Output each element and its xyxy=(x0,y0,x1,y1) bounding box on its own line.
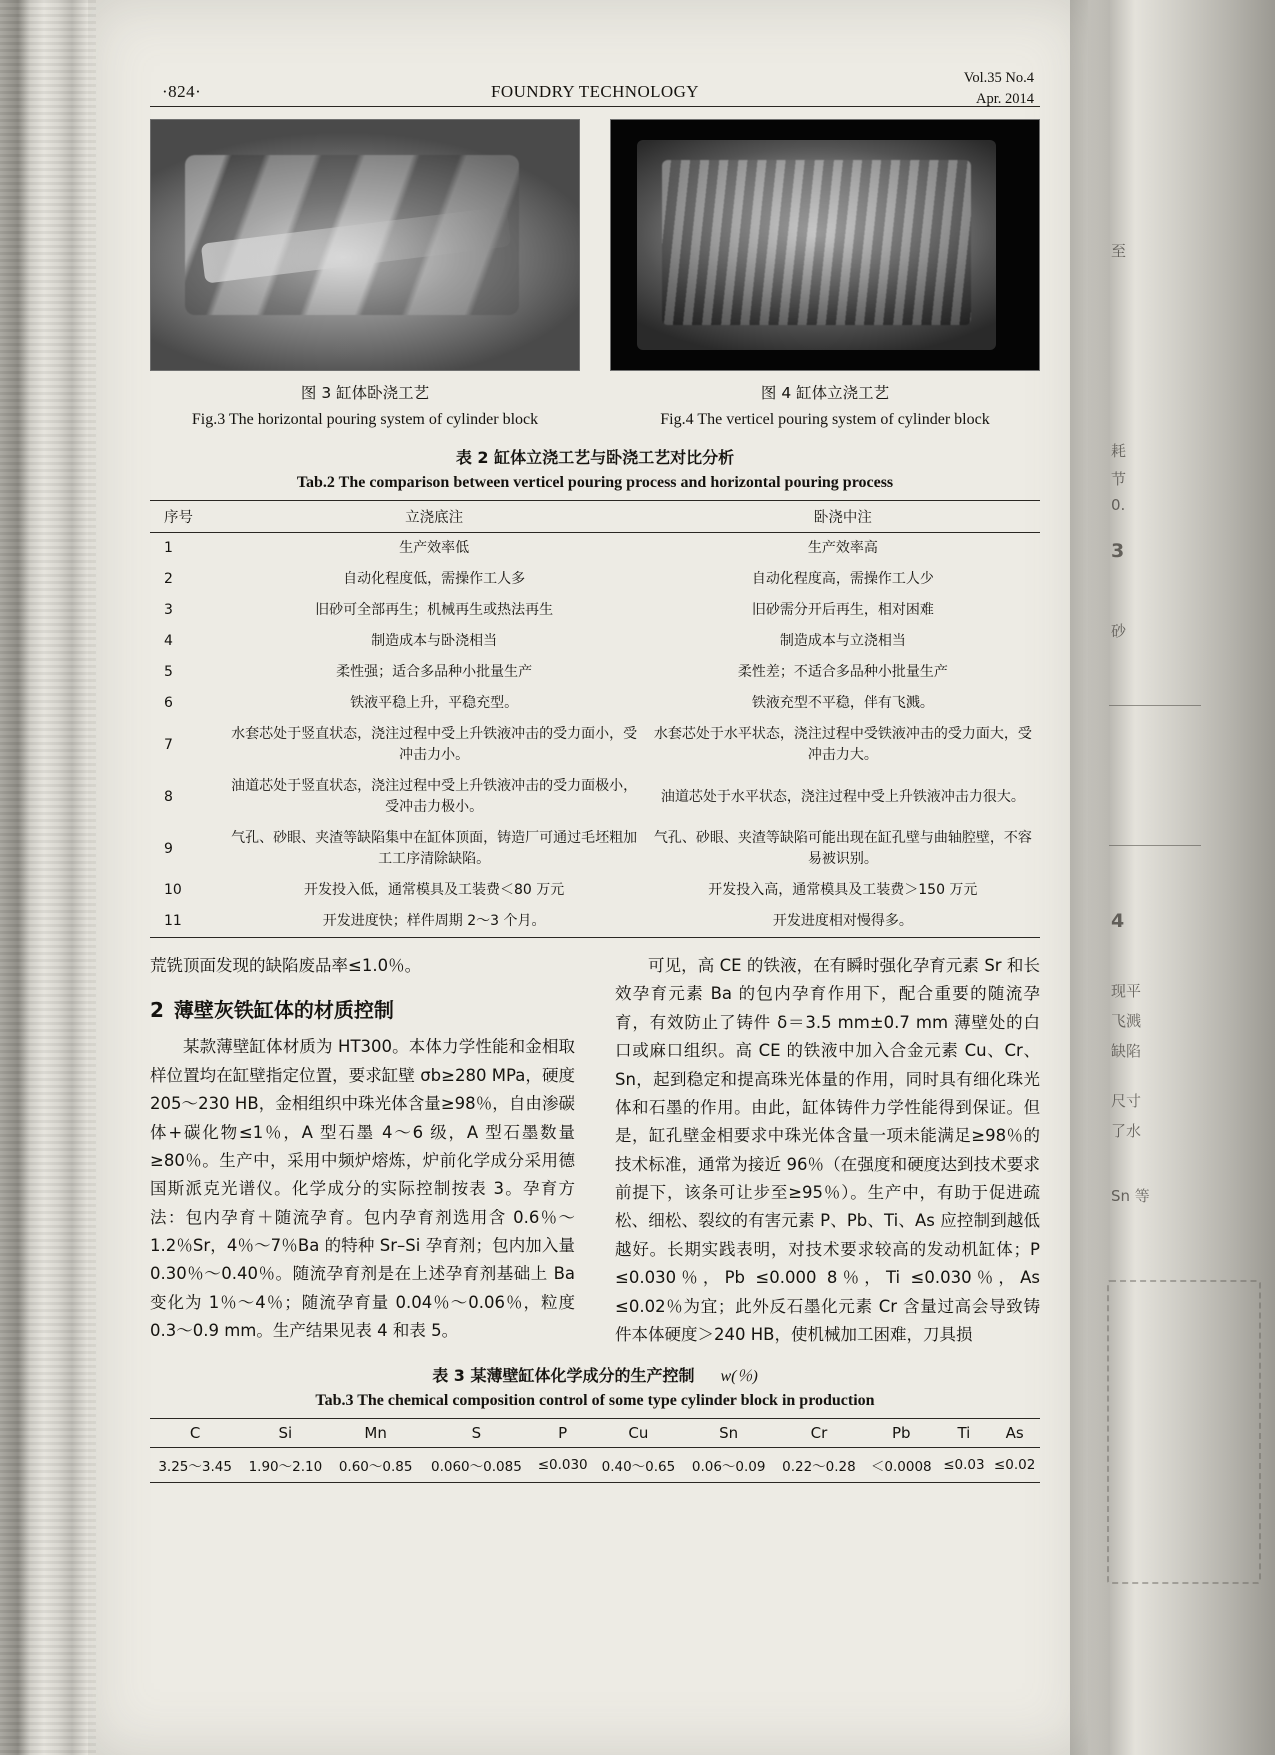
bleed-dashed-box xyxy=(1107,1280,1261,1584)
cell-horizontal: 开发投入高，通常模具及工装费＞150 万元 xyxy=(708,882,978,898)
cell-vertical: 柔性强；适合多品种小批量生产 xyxy=(336,664,533,680)
cell-horizontal: 水套芯处于水平状态，浇注过程中受铁液冲击的受力面大，受冲击力大。 xyxy=(653,726,1032,763)
table-row xyxy=(150,719,1040,771)
table-row xyxy=(150,533,1040,565)
th-ti: Ti xyxy=(939,1419,990,1448)
left-column xyxy=(150,952,575,1353)
th-p: P xyxy=(532,1419,593,1448)
cell-vertical: 自动化程度低，需操作工人多 xyxy=(343,571,526,587)
cell-index: 4 xyxy=(164,633,173,649)
th-cu: Cu xyxy=(593,1419,683,1448)
figure-3 xyxy=(150,119,580,429)
cell-horizontal: 自动化程度高，需操作工人少 xyxy=(751,571,934,587)
volume-issue: Vol.35 No.4 xyxy=(963,70,1034,86)
cell-si: 1.90～2.10 xyxy=(240,1448,330,1483)
cell-horizontal: 生产效率高 xyxy=(807,540,878,556)
th-cr: Cr xyxy=(774,1419,864,1448)
table-2-col-vertical: 立浇底注 xyxy=(223,501,646,533)
figure-4-caption-cn: 图 4 缸体立浇工艺 xyxy=(760,384,890,402)
bleed-text: 飞溅 xyxy=(1111,1012,1142,1030)
right-paragraph-1: 可见，高 CE 的铁液，在有瞬时强化孕育元素 Sr 和长效孕育元素 Ba 的包内孕育作用下，配合重要的随流孕育，有效防止了铸件 δ＝3.5 mm±0.7 mm 薄壁处的白口或麻口组织。高 CE 的铁液中加入合金元素 Cu、Cr、Sn，起到稳定和提高珠光体量的作用，同时具有细化珠光体和石墨的作用。由此，缸体铸件力学性能得到保证。但是，缸孔壁金相要求中珠光体含量一项未能满足≥98％的技术标准，通常为接近 96％（在强度和硬度达到技术要求前提下，该条可让步至≥95％）。生产中，有助于促进疏松、细松、裂纹的有害元素 P、Pb、Ti、As 应控制到越低越好。长期实践表明，对技术要求较高的发动机缸体；P ≤0.030％，Pb ≤0.000 8％，Ti ≤0.030％，As ≤0.02％为宜；此外反石墨化元素 Cr 含量过高会导致铸件本体硬度＞240 HB，使机械加工困难，刀具损 xyxy=(615,956,1040,1344)
table-3 xyxy=(150,1418,1040,1483)
table-2-title-cn: 表 2 缸体立浇工艺与卧浇工艺对比分析 xyxy=(455,448,735,467)
body-columns xyxy=(150,952,1040,1353)
section-title: 薄壁灰铁缸体的材质控制 xyxy=(173,998,394,1023)
table-row xyxy=(150,564,1040,595)
issue-info xyxy=(964,68,1034,110)
cell-index: 5 xyxy=(164,664,173,680)
table-3-title-cn xyxy=(150,1363,1040,1386)
cell-vertical: 制造成本与卧浇相当 xyxy=(371,633,498,649)
cell-vertical: 油道芯处于竖直状态，浇注过程中受上升铁液冲击的受力面极小，受冲击力极小。 xyxy=(231,778,638,815)
issue-date: Apr. 2014 xyxy=(976,91,1034,108)
bleed-text: 缺陷 xyxy=(1111,1042,1142,1060)
table-row xyxy=(150,595,1040,626)
cell-cr: 0.22～0.28 xyxy=(774,1448,864,1483)
th-pb: Pb xyxy=(864,1419,938,1448)
table-3-title-cn-text: 表 3 某薄壁缸体化学成分的生产控制 xyxy=(432,1366,695,1386)
cell-index: 2 xyxy=(164,571,173,587)
cell-index: 3 xyxy=(164,602,173,618)
bleed-text: 耗 xyxy=(1111,442,1127,460)
figure-3-image xyxy=(150,119,580,371)
table-row xyxy=(150,688,1040,719)
bleed-rule xyxy=(1109,845,1201,846)
cell-horizontal: 开发进度相对慢得多。 xyxy=(646,906,1040,938)
table-2-header-row xyxy=(150,501,1040,533)
journal-title: FOUNDRY TECHNOLOGY xyxy=(491,82,699,101)
th-sn: Sn xyxy=(684,1419,774,1448)
bleed-text: 0. xyxy=(1111,496,1126,514)
figure-3-caption-cn: 图 3 缸体卧浇工艺 xyxy=(300,384,430,402)
th-s: S xyxy=(421,1419,532,1448)
cell-vertical: 生产效率低 xyxy=(399,540,470,556)
right-column xyxy=(615,952,1040,1353)
cell-horizontal: 柔性差；不适合多品种小批量生产 xyxy=(737,664,948,680)
figure-3-caption-en: Fig.3 The horizontal pouring system of cylinder block xyxy=(191,411,539,428)
table-3-block xyxy=(150,1363,1040,1483)
bleed-text: 4 xyxy=(1111,910,1125,932)
table-3-unit: w(％) xyxy=(720,1368,758,1386)
table-row xyxy=(150,771,1040,823)
cell-index: 8 xyxy=(164,788,173,805)
bleed-text: 节 xyxy=(1111,470,1127,488)
th-as: As xyxy=(989,1419,1040,1448)
figure-4-caption-en: Fig.4 The verticel pouring system of cylinder block xyxy=(660,411,990,428)
figure-4-image xyxy=(610,119,1040,371)
figure-row xyxy=(150,119,1040,429)
cell-index: 11 xyxy=(150,906,223,938)
cell-as: ≤0.02 xyxy=(989,1448,1040,1483)
table-row xyxy=(150,875,1040,906)
cell-index: 7 xyxy=(164,736,173,753)
cell-horizontal: 制造成本与立浇相当 xyxy=(779,633,906,649)
th-c: C xyxy=(150,1419,240,1448)
bleed-text: 现平 xyxy=(1111,982,1142,1000)
table-2 xyxy=(150,500,1040,938)
page-gutter-shadow xyxy=(1070,0,1110,1755)
cell-ti: ≤0.03 xyxy=(939,1448,990,1483)
table-row xyxy=(150,906,1040,938)
table-row xyxy=(150,823,1040,875)
cell-horizontal: 旧砂需分开后再生，相对困难 xyxy=(751,602,934,618)
figure-4 xyxy=(610,119,1040,429)
table-3-title-en: Tab.3 The chemical composition control of some type cylinder block in production xyxy=(315,1392,875,1410)
th-mn: Mn xyxy=(331,1419,421,1448)
table-2-title-en: Tab.2 The comparison between verticel pouring process and horizontal pouring process xyxy=(296,474,894,491)
cell-index: 1 xyxy=(164,540,173,556)
cell-sn: 0.06～0.09 xyxy=(684,1448,774,1483)
bleed-text: Sn 等 xyxy=(1111,1187,1150,1205)
section-number: 2 xyxy=(150,998,164,1023)
cell-index: 10 xyxy=(164,882,182,898)
cell-cu: 0.40～0.65 xyxy=(593,1448,683,1483)
section-heading-2 xyxy=(150,994,575,1023)
cell-vertical: 铁液平稳上升，平稳充型。 xyxy=(350,695,519,711)
bleed-text: 了水 xyxy=(1111,1122,1142,1140)
bleed-text: 砂 xyxy=(1111,622,1127,640)
table-row xyxy=(150,626,1040,657)
cell-horizontal: 气孔、砂眼、夹渣等缺陷可能出现在缸孔壁与曲轴腔壁，不容易被识别。 xyxy=(653,830,1032,867)
table-2-col-horizontal: 卧浇中注 xyxy=(646,501,1040,533)
margin-bleedthrough xyxy=(1105,0,1275,1755)
cell-vertical: 水套芯处于竖直状态，浇注过程中受上升铁液冲击的受力面小，受冲击力小。 xyxy=(231,726,638,763)
cell-vertical: 旧砂可全部再生；机械再生或热法再生 xyxy=(315,602,554,618)
cell-horizontal: 油道芯处于水平状态，浇注过程中受上升铁液冲击力很大。 xyxy=(660,788,1025,805)
table-row xyxy=(150,657,1040,688)
table-2-col-index: 序号 xyxy=(150,501,223,533)
cell-pb: ＜0.0008 xyxy=(864,1448,938,1483)
cell-horizontal: 铁液充型不平稳，伴有飞溅。 xyxy=(751,695,934,711)
left-lead-text: 荒铣顶面发现的缺陷废品率≤1.0％。 xyxy=(150,956,422,975)
cell-s: 0.060～0.085 xyxy=(421,1448,532,1483)
bleed-text: 尺寸 xyxy=(1111,1092,1142,1110)
cell-index: 9 xyxy=(164,840,173,857)
cell-p: ≤0.030 xyxy=(532,1448,593,1483)
cell-vertical: 开发进度快；样件周期 2～3 个月。 xyxy=(223,906,646,938)
page-content xyxy=(150,60,1040,1483)
cell-c: 3.25～3.45 xyxy=(150,1448,240,1483)
page-header xyxy=(150,60,1040,107)
bleed-text: 3 xyxy=(1111,540,1125,562)
bleed-rule xyxy=(1109,705,1201,706)
cell-vertical: 气孔、砂眼、夹渣等缺陷集中在缸体顶面，铸造厂可通过毛坯粗加工工序清除缺陷。 xyxy=(231,830,638,867)
table-3-header-row xyxy=(150,1419,1040,1448)
table-2-body xyxy=(150,533,1040,938)
bleed-text: 至 xyxy=(1111,242,1127,260)
page-number: ·824· xyxy=(162,82,202,101)
cell-vertical: 开发投入低，通常模具及工装费＜80 万元 xyxy=(304,882,565,898)
table-row xyxy=(150,1448,1040,1483)
th-si: Si xyxy=(240,1419,330,1448)
cell-index: 6 xyxy=(164,695,173,711)
left-paragraph-1: 某款薄壁缸体材质为 HT300。本体力学性能和金相取样位置均在缸壁指定位置，要求缸壁 σb≥280 MPa，硬度 205～230 HB，金相组织中珠光体含量≥98％，自由渗碳体+碳化物≤1％，A 型石墨 4～6 级，A 型石墨数量≥80％。生产中，采用中频炉熔炼，炉前化学成分采用德国斯派克光谱仪。化学成分的实际控制按表 3。孕育方法：包内孕育＋随流孕育。包内孕育剂选用含 0.6％～1.2％Sr，4％～7％Ba 的特种 Sr–Si 孕育剂；包内加入量 0.30％～0.40％。随流孕育剂是在上述孕育剂基础上 Ba 变化为 1％～4％；随流孕育量 0.04％～0.06％，粒度 0.3～0.9 mm。生产结果见表 4 和表 5。 xyxy=(150,1037,575,1341)
cell-mn: 0.60～0.85 xyxy=(331,1448,421,1483)
